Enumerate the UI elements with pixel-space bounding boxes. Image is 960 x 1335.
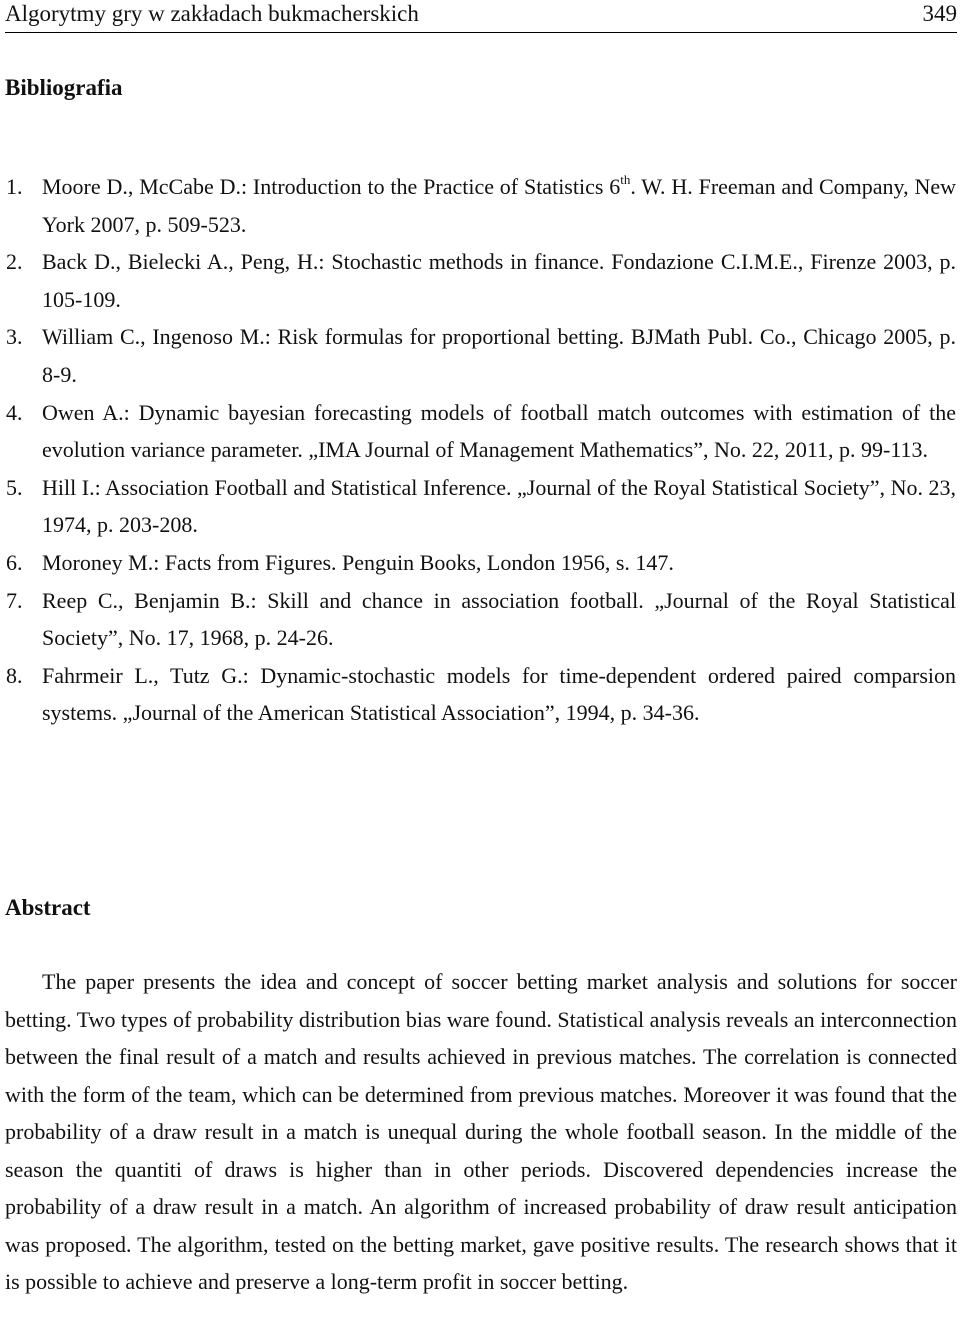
reference-item bbox=[0, 544, 958, 582]
reference-text: Moroney M.: Facts from Figures. Penguin Books, London 1956, s. 147. bbox=[42, 549, 674, 575]
reference-number: 1. bbox=[6, 174, 23, 199]
page-number: 349 bbox=[922, 1, 957, 26]
reference-text: Hill I.: Association Football and Statistical Inference. „Journal of the Royal Statistical Society”, No. 23, 1974, p. 203-208. bbox=[42, 474, 956, 538]
reference-number: 6. bbox=[6, 549, 23, 575]
reference-item bbox=[0, 394, 958, 469]
reference-item bbox=[0, 582, 958, 657]
reference-item bbox=[0, 243, 958, 318]
reference-text: Fahrmeir L., Tutz G.: Dynamic-stochastic models for time-dependent ordered paired comparsion systems. „Journal of the American Statistical Association”, 1994, p. 34-36. bbox=[42, 662, 956, 726]
reference-item bbox=[0, 657, 958, 732]
abstract-body: The paper presents the idea and concept of soccer betting market analysis and solutions for soccer betting. Two types of probability distribution bias ware found. Statistical analysis reveals an interconnection between the final result of a match and results achieved in previous matches. The correlation is connected with the form of the team, which can be determined from previous matches. Moreover it was found that the probability of a draw result in a match is unequal during the whole football season. In the middle of the season the quantiti of draws is higher than in other periods. Discovered dependencies increase the probability of a draw result in a match. An algorithm of increased probability of draw result anticipation was proposed. The algorithm, tested on the betting market, gave positive results. The research shows that it is possible to achieve and preserve a long-term profit in soccer betting. bbox=[5, 969, 957, 1294]
reference-text: Reep C., Benjamin B.: Skill and chance in association football. „Journal of the Royal Statistical Society”, No. 17, 1968, p. 24-26. bbox=[42, 587, 956, 651]
bibliography-heading: Bibliografia bbox=[5, 75, 123, 100]
reference-item bbox=[0, 168, 958, 243]
reference-number: 2. bbox=[6, 249, 23, 275]
reference-item bbox=[0, 469, 958, 544]
reference-text: William C., Ingenoso M.: Risk formulas for proportional betting. BJMath Publ. Co., Chicago 2005, p. 8-9. bbox=[42, 324, 956, 387]
reference-list bbox=[0, 168, 958, 732]
reference-text: Back D., Bielecki A., Peng, H.: Stochastic methods in finance. Fondazione C.I.M.E., Firenze 2003, p. 105-109. bbox=[42, 249, 956, 312]
running-title: Algorytmy gry w zakładach bukmacherskich bbox=[5, 1, 419, 26]
reference-number: 7. bbox=[6, 587, 23, 613]
reference-number: 8. bbox=[6, 662, 23, 688]
reference-item bbox=[0, 318, 958, 393]
reference-number: 4. bbox=[6, 399, 23, 425]
reference-text: Moore D., McCabe D.: Introduction to the Practice of Statistics 6th. W. H. Freeman and Company, New York 2007, p. 509-523. bbox=[42, 171, 956, 237]
abstract-heading: Abstract bbox=[5, 895, 91, 920]
running-header bbox=[5, 0, 957, 33]
reference-number: 3. bbox=[6, 324, 23, 350]
superscript: th bbox=[620, 171, 631, 187]
reference-text: Owen A.: Dynamic bayesian forecasting models of football match outcomes with estimation of the evolution variance parameter. „IMA Journal of Management Mathematics”, No. 22, 2011, p. 99-113. bbox=[42, 399, 956, 463]
reference-number: 5. bbox=[6, 474, 23, 500]
